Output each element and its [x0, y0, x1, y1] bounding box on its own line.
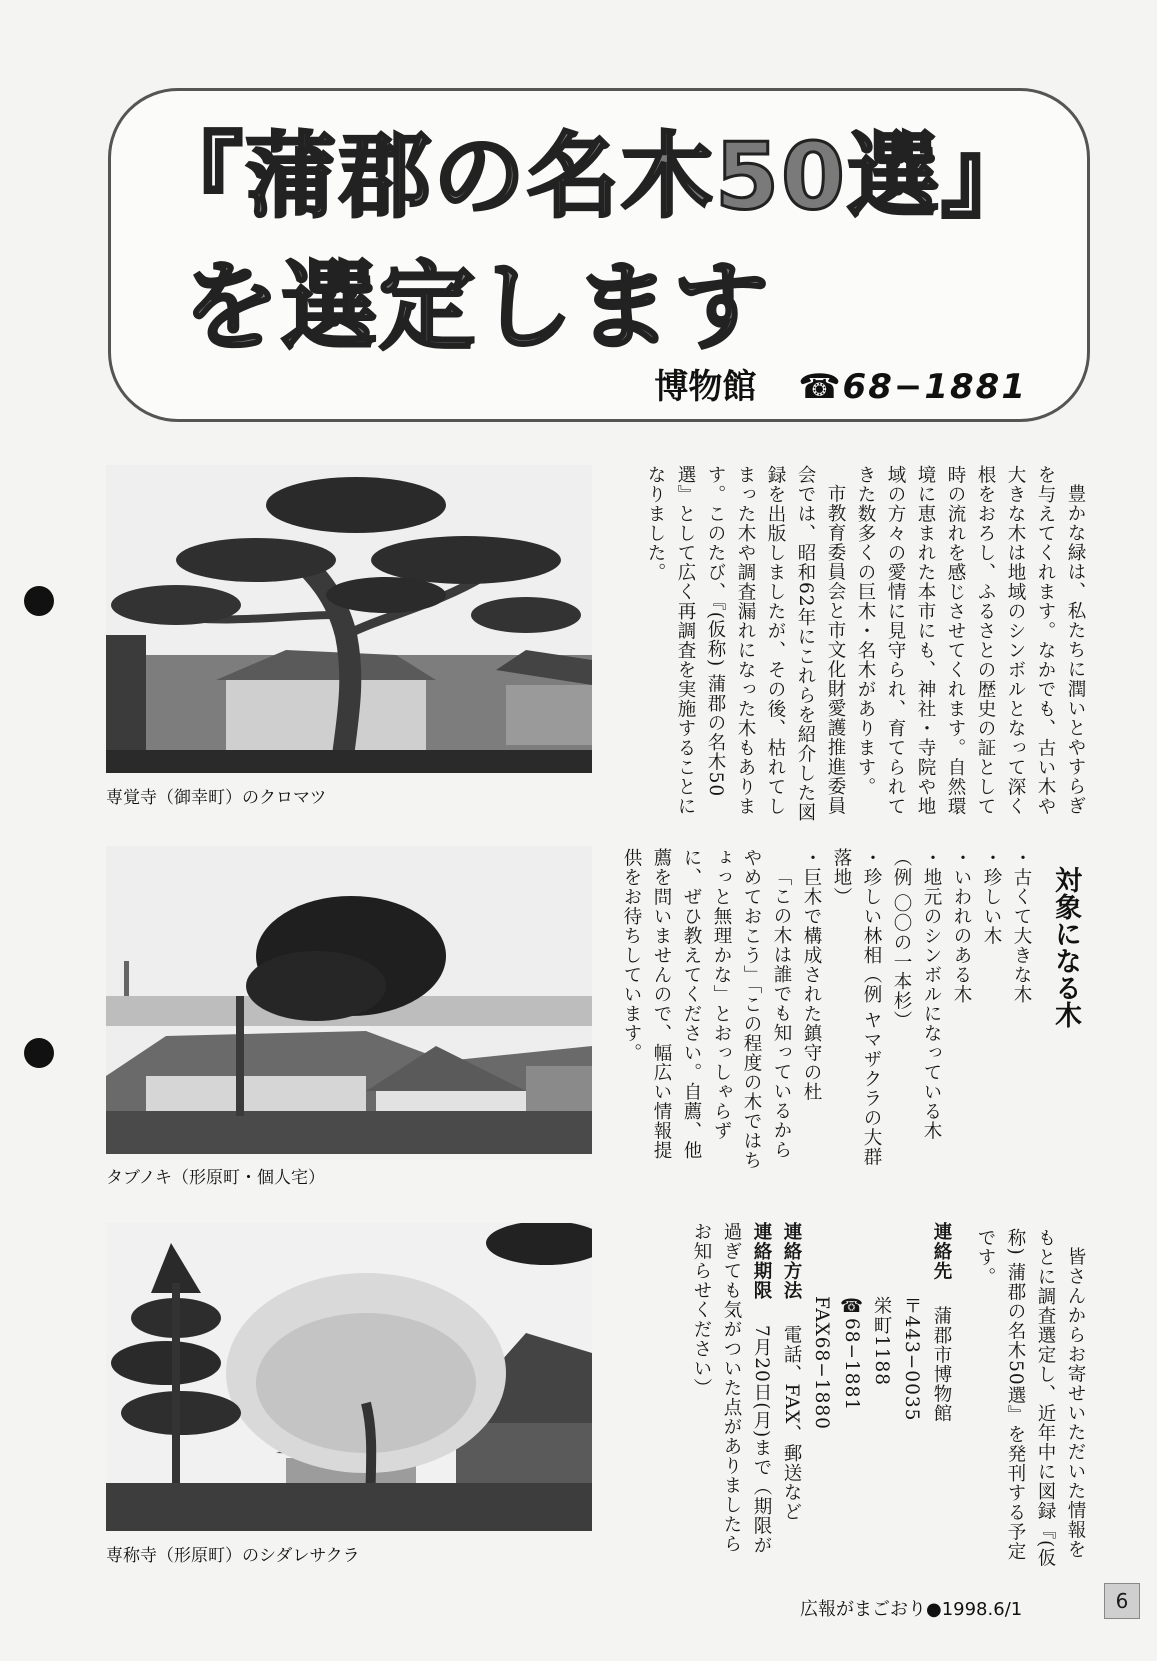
target-item: ・珍しい木 — [981, 848, 1002, 946]
header-tel: ☎68−1881 — [798, 367, 1027, 407]
contact-phone: ☎68−1881 — [841, 1296, 862, 1412]
photo-weeping-cherry — [106, 1223, 592, 1531]
contact-fax: FAX68−1880 — [811, 1296, 832, 1430]
target-item: ・巨木で構成された鎮守の杜 — [801, 848, 822, 1102]
closing-paragraph: 皆さんからお寄せいただいた情報をもとに調査選定し、近年中に図録『(仮称) 蒲郡の名木50選』を発刊する予定です。 — [975, 1228, 1086, 1568]
contact-deadline-row — [686, 1222, 776, 1568]
contact-address-row — [926, 1222, 956, 1568]
department-label: 博物館 — [654, 367, 757, 407]
contact-method-row — [776, 1222, 806, 1568]
binder-hole-bottom — [24, 1038, 54, 1068]
photo-caption-2: タブノキ（形原町・個人宅） — [106, 1168, 325, 1188]
publication-footer: 広報がまごおり●1998.6/1 — [800, 1599, 1023, 1620]
contact-address-name: 蒲郡市博物館 — [931, 1305, 952, 1423]
title-banner — [108, 88, 1090, 422]
photo-tabunoki — [106, 846, 592, 1154]
binder-hole-top — [24, 586, 54, 616]
contact-deadline: 7月20日(月)まで（期限が過ぎても気がついた点がありましたらお知らせください） — [691, 1222, 772, 1556]
target-item: ・地元のシンボルになっている木（例 〇〇の一本杉） — [891, 848, 942, 1141]
photo-caption-1: 専覚寺（御幸町）のクロマツ — [106, 788, 327, 808]
method-label: 連絡方法 — [781, 1222, 802, 1300]
targets-list — [606, 848, 1036, 1178]
page-number: 6 — [1104, 1583, 1140, 1619]
title-line-2: を選定します — [183, 251, 771, 363]
photo-black-pine — [106, 465, 592, 773]
target-item: ・いわれのある木 — [951, 848, 972, 1004]
target-item: ・珍しい林相（例 ヤマザクラの大群落地） — [831, 848, 882, 1167]
contact-method: 電話、FAX、郵送など — [781, 1325, 802, 1523]
intro-paragraph-1: 豊かな緑は、私たちに潤いとやすらぎを与えてくれます。なかでも、古い木や大きな木は地域のシンボルとなって深く根をおろし、ふるさとの歴史の証として時の流れを感じさせてくれます。自然環境に恵まれた本市にも、神社・寺院や地域の方々の愛情に見守られ、育てられてきた数多くの巨木・名木があります。 — [855, 465, 1086, 816]
closing-text — [968, 1228, 1090, 1568]
target-item: ・古くて大きな木 — [1011, 848, 1032, 1004]
header-contact — [654, 359, 1027, 408]
contact-street: 栄町1188 — [871, 1296, 892, 1387]
intro-text — [606, 465, 1090, 825]
title-line-1: 『蒲郡の名木50選』 — [151, 123, 1036, 230]
targets-note: 「この木は誰でも知っているからやめておこう」「この程度の木ではちょっと無理かな」とおっしゃらずに、ぜひ教えてください。自薦、他薦を問いませんので、幅広い情報提供をお待ちしています。 — [621, 848, 792, 1171]
intro-paragraph-2: 市教育委員会と市文化財愛護推進委員会では、昭和62年にこれらを紹介した図録を出版しましたが、その後、枯れてしまった木や調査漏れになった木もあります。このたび、『(仮称) 蒲郡の名木50選』として広く再調査を実施することになりました。 — [645, 465, 846, 823]
contact-label: 連絡先 — [931, 1222, 952, 1281]
deadline-label: 連絡期限 — [751, 1222, 772, 1300]
photo-caption-3: 専称寺（形原町）のシダレサクラ — [106, 1546, 360, 1566]
targets-heading: 対象になる木 — [1050, 866, 1081, 1028]
contact-postal: 〒443−0035 — [901, 1296, 922, 1422]
contact-block — [606, 1222, 956, 1568]
